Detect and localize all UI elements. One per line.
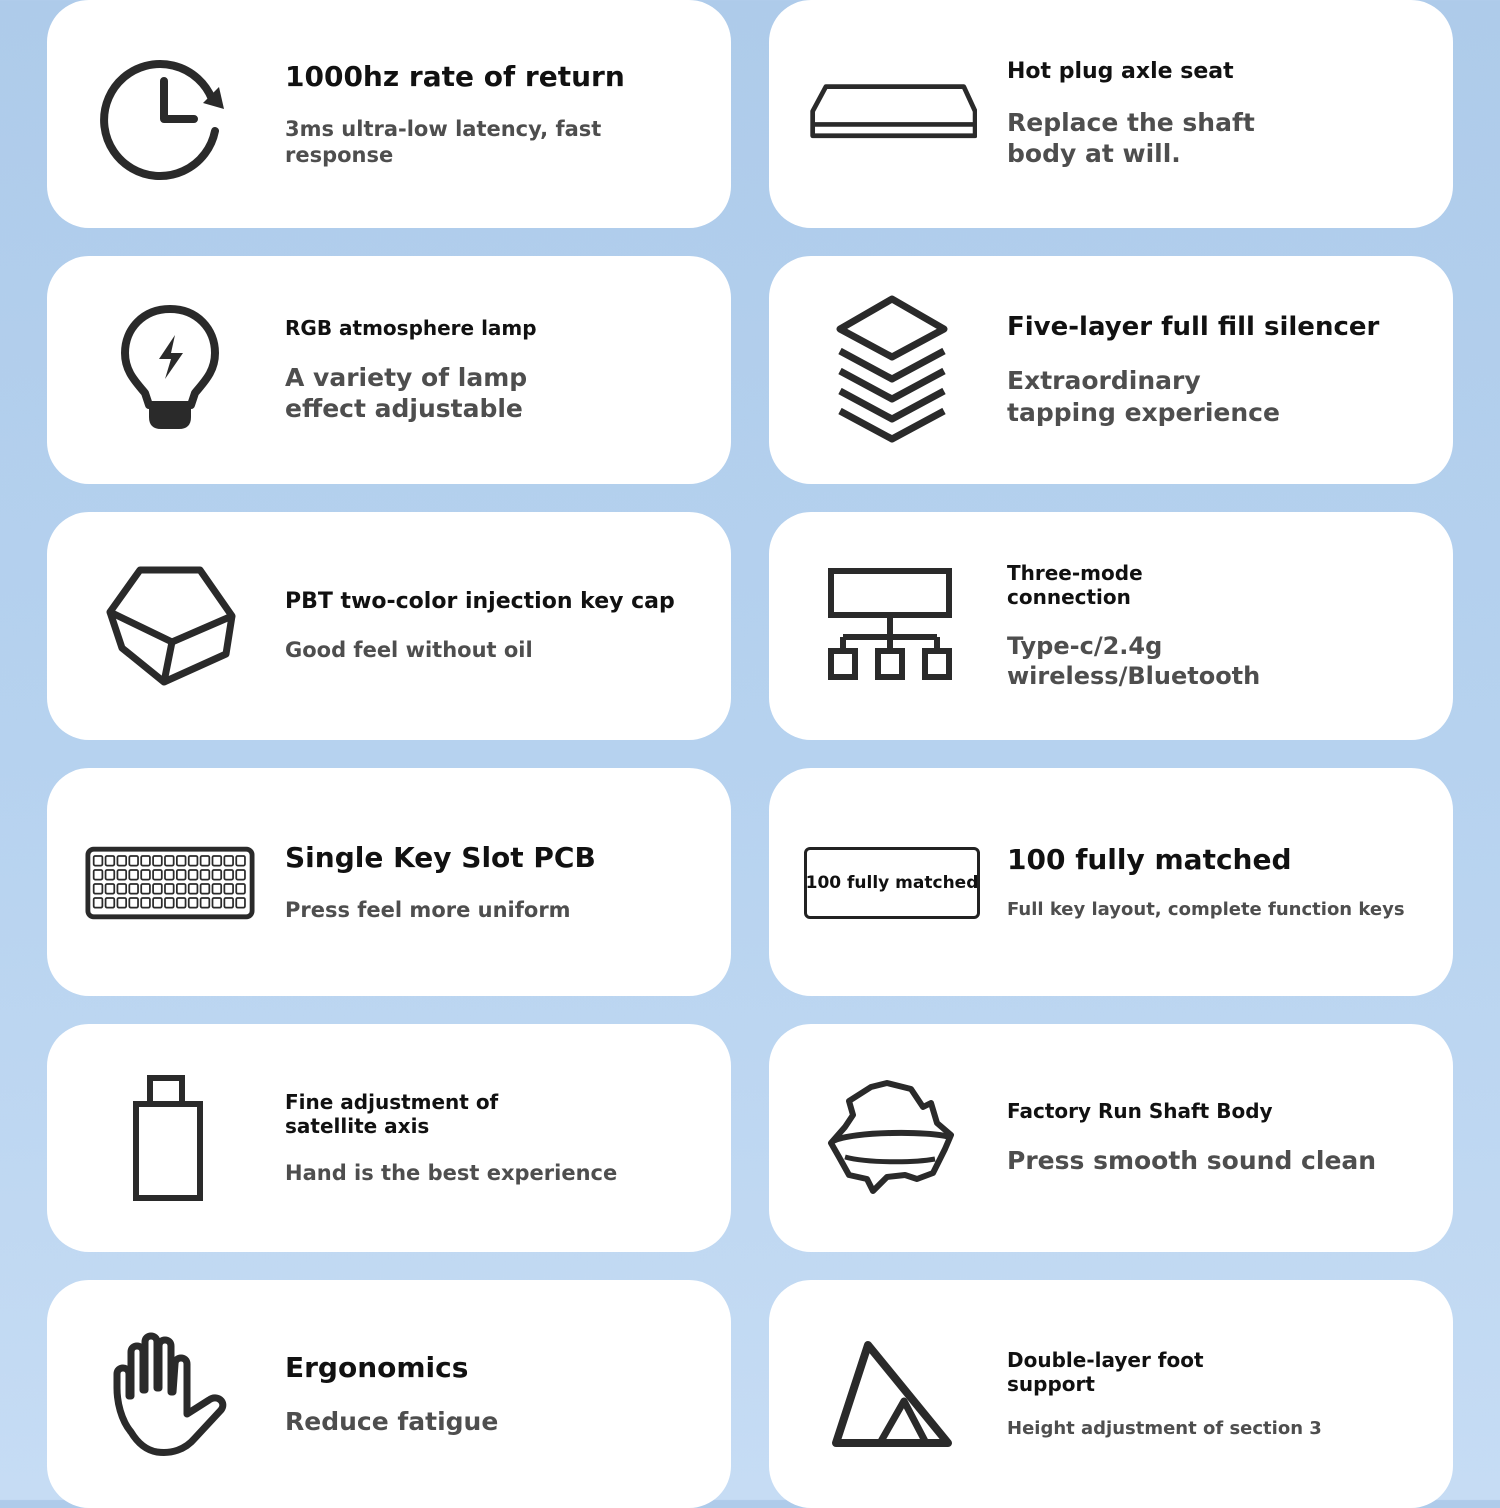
- lightbulb-icon: [85, 286, 255, 456]
- clock-refresh-icon: [85, 30, 255, 200]
- feature-card: [769, 768, 1453, 996]
- feature-card: [769, 256, 1453, 484]
- axle-seat-icon: [807, 30, 977, 200]
- feature-title: PBT two-color injection key cap: [285, 588, 675, 614]
- feature-desc: Height adjustment of section 3: [1007, 1417, 1322, 1439]
- feature-card: [47, 1280, 731, 1508]
- feature-title: Fine adjustment of satellite axis: [285, 1089, 499, 1138]
- feature-desc: 3ms ultra-low latency, fast response: [285, 116, 602, 167]
- feature-title: 1000hz rate of return: [285, 59, 625, 93]
- feature-title: RGB atmosphere lamp: [285, 315, 537, 340]
- stabilizer-icon: [85, 1054, 255, 1224]
- feature-card: [47, 1024, 731, 1252]
- feature-card: [769, 1024, 1453, 1252]
- label-box-text: 100 fully matched: [804, 847, 980, 919]
- keycap-icon: [85, 542, 255, 712]
- feature-desc: Replace the shaft body at will.: [1007, 107, 1255, 169]
- feature-card: [47, 768, 731, 996]
- layers-icon: [807, 286, 977, 456]
- feature-desc: Full key layout, complete function keys: [1007, 898, 1405, 920]
- feature-title: Double-layer foot support: [1007, 1347, 1204, 1396]
- feature-title: Hot plug axle seat: [1007, 58, 1234, 84]
- feature-title: 100 fully matched: [1007, 842, 1292, 876]
- label-box-icon: [807, 798, 977, 968]
- feature-title: Ergonomics: [285, 1350, 469, 1384]
- feature-card: [769, 0, 1453, 228]
- feature-title: Three-mode connection: [1007, 561, 1143, 609]
- feature-card: [47, 0, 731, 228]
- feature-desc: Good feel without oil: [285, 638, 533, 663]
- feature-title: Factory Run Shaft Body: [1007, 1099, 1273, 1124]
- switch-icon: [807, 1054, 977, 1224]
- network-icon: [807, 542, 977, 712]
- feature-title: Five-layer full fill silencer: [1007, 312, 1380, 343]
- hand-icon: [85, 1310, 255, 1480]
- feature-desc: Extraordinary tapping experience: [1007, 366, 1280, 427]
- feature-desc: Press smooth sound clean: [1007, 1146, 1377, 1176]
- feature-card: [47, 512, 731, 740]
- feature-card: [769, 512, 1453, 740]
- keyboard-icon: [85, 798, 255, 968]
- feature-desc: Reduce fatigue: [285, 1407, 499, 1437]
- feature-grid: [47, 0, 1453, 1500]
- feature-title: Single Key Slot PCB: [285, 841, 596, 875]
- feature-card: [47, 256, 731, 484]
- feature-card: [769, 1280, 1453, 1508]
- feature-desc: Type-c/2.4g wireless/Bluetooth: [1007, 632, 1261, 690]
- feature-desc: Press feel more uniform: [285, 897, 571, 922]
- feature-desc: A variety of lamp effect adjustable: [285, 362, 528, 423]
- foot-support-icon: [807, 1310, 977, 1480]
- feature-desc: Hand is the best experience: [285, 1160, 618, 1185]
